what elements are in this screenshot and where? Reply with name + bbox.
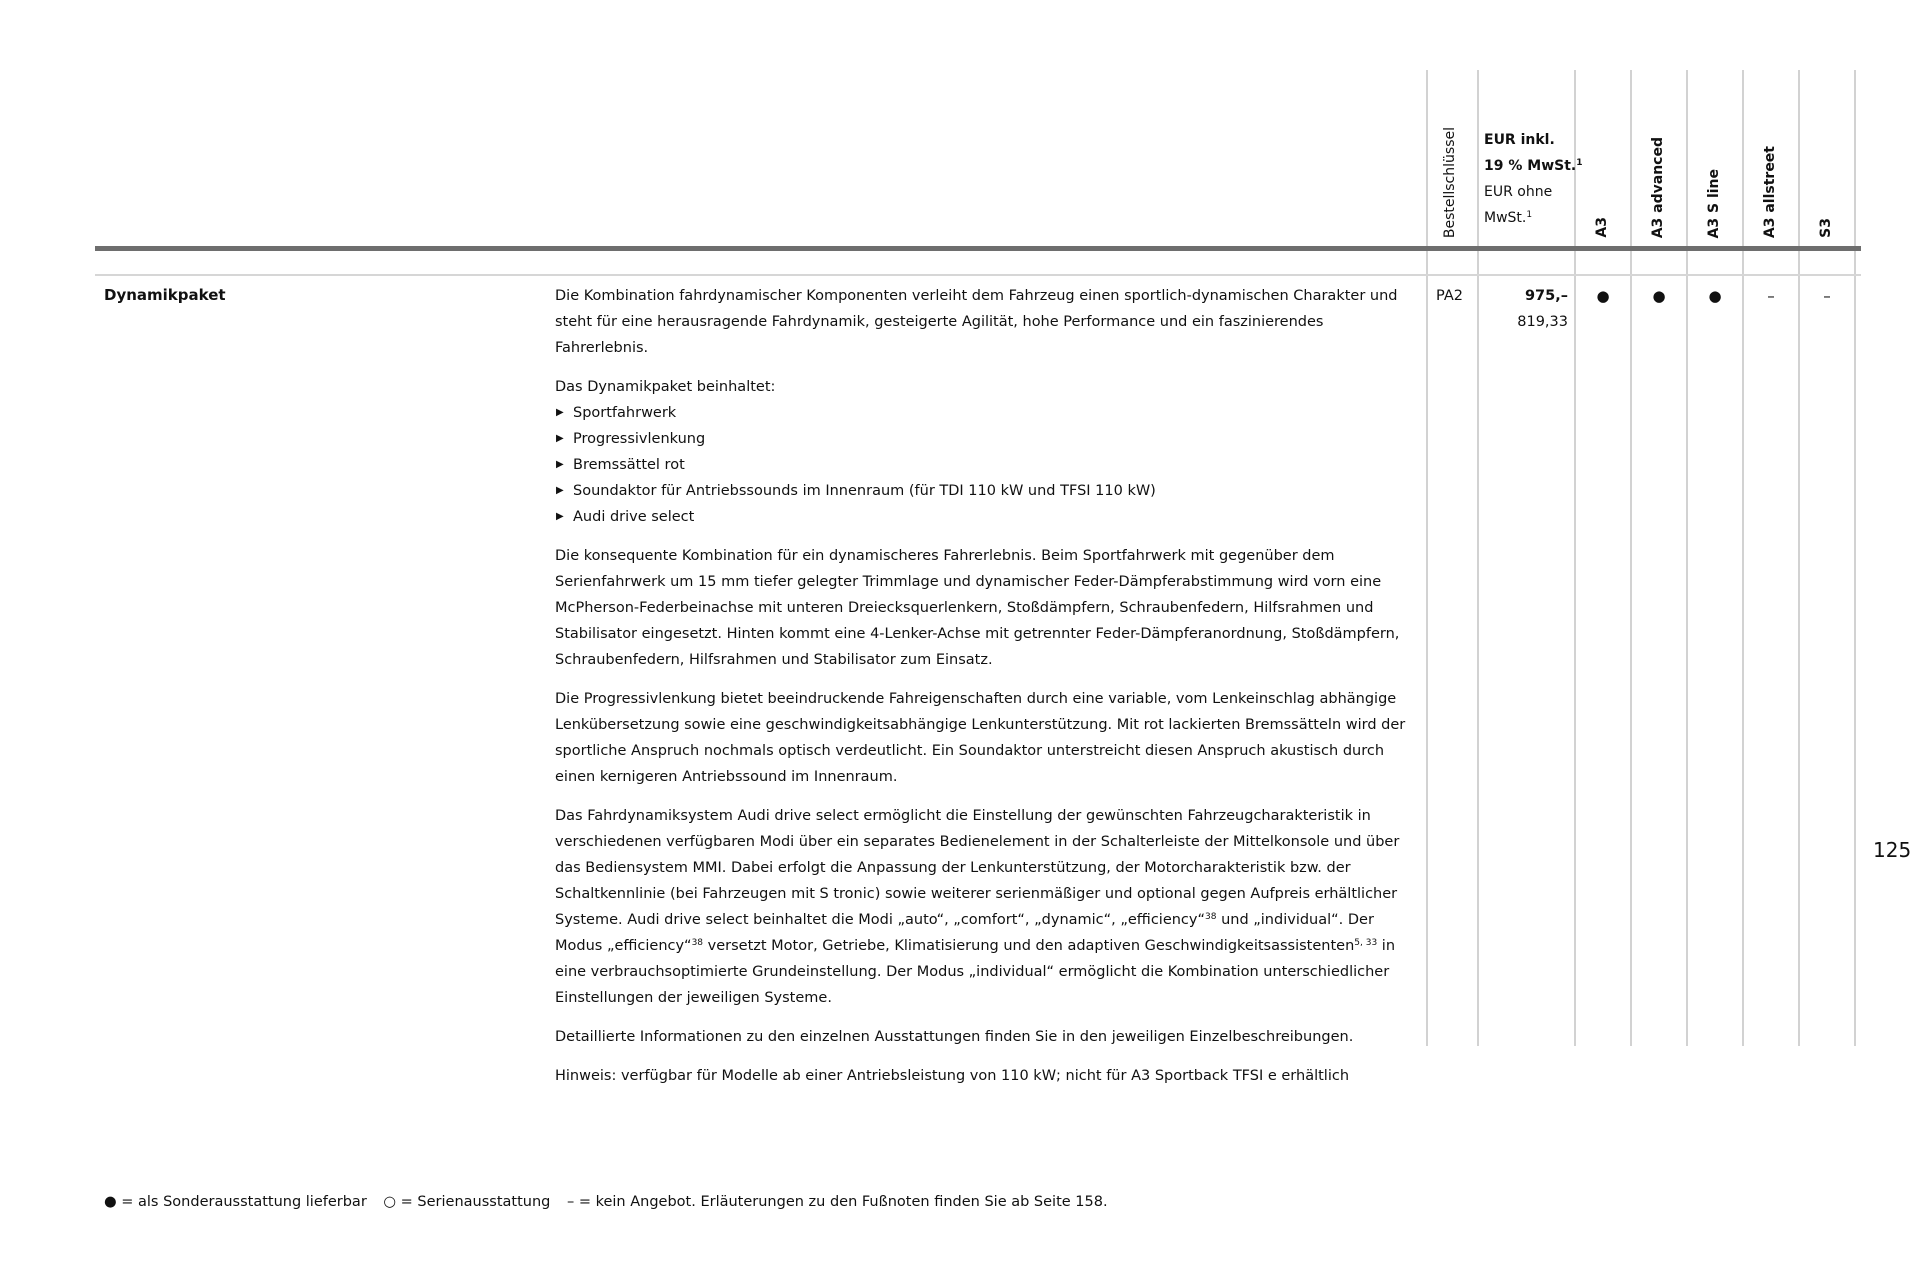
page-number: 125 (1873, 838, 1912, 862)
legend-optional: ● = als Sonderausstattung lieferbar (104, 1194, 367, 1210)
header-model-a3-allstreet: A3 allstreet (1762, 145, 1778, 238)
availability-a3-allstreet: – (1767, 287, 1775, 305)
includes-list (555, 400, 1415, 530)
header-order-key: Bestellschlüssel (1442, 126, 1458, 238)
drive-select-paragraph: Das Fahrdynamiksystem Audi drive select ermöglicht die Einstellung der gewünschten Fahrzeugcharakteristik in verschiedenen verfügbaren Modi über ein separates Bedienelement in der Schalterleiste der Mittelkonsole und über das Bediensystem MMI. Dabei erfolgt die Anpassung der Lenkunterstützung, der Motorcharakteristik bzw. der Schaltkennlinie (bei Fahrzeugen mit S tronic) sowie weiterer serienmäßiger und optional gegen Aufpreis erhältlicher Systeme. Audi drive select beinhaltet die Modi „auto“, „comfort“, „dynamic“, „efficiency“$^{38}$ und „individual“. Der Modus „efficiency“$^{38}$ versetzt Motor, Getriebe, Klimatisierung und den adaptiven Geschwindigkeitsassistenten$^{5, 33}$ in eine verbrauchsoptimierte Grundeinstellung. Der Modus „individual“ ermöglicht die Kombination unterschiedlicher Einstellungen der jeweiligen Systeme. (555, 808, 1400, 1006)
bullet-triangle-icon: ▶ (556, 433, 564, 444)
price-cell (1508, 283, 1568, 335)
availability-a3-advanced: ● (1652, 287, 1666, 305)
row-divider (95, 274, 1861, 276)
list-item: ▶ Soundaktor für Antriebssounds im Innenraum (für TDI 110 kW und TFSI 110 kW) (555, 478, 1415, 504)
header-price: EUR inkl. 19 % MwSt.$^1$ EUR ohne MwSt.$^1$ (1484, 132, 1583, 226)
header-model-a3-advanced: A3 advanced (1650, 136, 1666, 238)
column-divider (1630, 70, 1632, 1046)
legend-none: – = kein Angebot. Erläuterungen zu den Fußnoten finden Sie ab Seite 158. (566, 1194, 1108, 1210)
steering-paragraph: Die Progressivlenkung bietet beeindruckende Fahreigenschaften durch eine variable, vom Lenkeinschlag abhängige Lenkübersetzung sowie eine geschwindigkeitsabhängige Lenkunterstützung. Mit rot lackierten Bremssätteln wird der sportliche Anspruch nochmals optisch verdeutlicht. Ein Soundaktor unterstreicht diesen Anspruch akustisch durch einen kernigeren Antriebssound im Innenraum. (555, 691, 1406, 785)
legend-standard: ○ = Serienausstattung (383, 1194, 551, 1210)
column-divider (1742, 70, 1744, 1046)
header-model-a3-s-line: A3 S line (1706, 168, 1722, 238)
list-item: ▶ Progressivlenkung (555, 426, 1415, 452)
availability-s3: – (1823, 287, 1831, 305)
item-title: Dynamikpaket (104, 286, 226, 304)
item-description (555, 283, 1415, 1102)
note-paragraph: Hinweis: verfügbar für Modelle ab einer Antriebsleistung von 110 kW; nicht für A3 Sportback TFSI e erhältlich (555, 1068, 1350, 1084)
order-code: PA2 (1436, 288, 1463, 304)
column-divider (1426, 70, 1428, 1046)
column-divider (1686, 70, 1688, 1046)
column-divider (1477, 70, 1479, 1046)
list-item: ▶ Bremssättel rot (555, 452, 1415, 478)
bullet-triangle-icon: ▶ (556, 407, 564, 418)
intro-paragraph: Die Kombination fahrdynamischer Komponenten verleiht dem Fahrzeug einen sportlich-dynamischen Charakter und steht für eine herausragende Fahrdynamik, gesteigerte Agilität, hohe Performance und ein faszinierendes Fahrerlebnis. (555, 288, 1398, 356)
list-item: ▶ Audi drive select (555, 504, 1415, 530)
includes-label: Das Dynamikpaket beinhaltet: (555, 379, 776, 395)
column-divider (1798, 70, 1800, 1046)
availability-a3-s-line: ● (1708, 287, 1722, 305)
header-rule (95, 246, 1861, 251)
bullet-triangle-icon: ▶ (556, 485, 564, 496)
price-excl-vat: 819,33 (1517, 314, 1568, 330)
column-divider (1854, 70, 1856, 1046)
bullet-triangle-icon: ▶ (556, 511, 564, 522)
price-incl-vat: 975,– (1524, 288, 1568, 304)
bullet-triangle-icon: ▶ (556, 459, 564, 470)
header-model-s3: S3 (1818, 218, 1834, 238)
availability-a3: ● (1596, 287, 1610, 305)
details-paragraph: Detaillierte Informationen zu den einzelnen Ausstattungen finden Sie in den jeweiligen Einzelbeschreibungen. (555, 1029, 1354, 1045)
header-model-a3: A3 (1594, 217, 1610, 238)
legend (104, 1194, 1120, 1210)
list-item: ▶ Sportfahrwerk (555, 400, 1415, 426)
chassis-paragraph: Die konsequente Kombination für ein dynamischeres Fahrerlebnis. Beim Sportfahrwerk mit gegenüber dem Serienfahrwerk um 15 mm tiefer gelegter Trimmlage und dynamischer Feder-Dämpferabstimmung wird vorn eine McPherson-Federbeinachse mit unteren Dreiecksquerlenkern, Stoßdämpfern, Schraubenfedern, Hilfsrahmen und Stabilisator eingesetzt. Hinten kommt eine 4-Lenker-Achse mit getrennter Feder-Dämpferanordnung, Stoßdämpfern, Schraubenfedern, Hilfsrahmen und Stabilisator zum Einsatz. (555, 548, 1400, 668)
